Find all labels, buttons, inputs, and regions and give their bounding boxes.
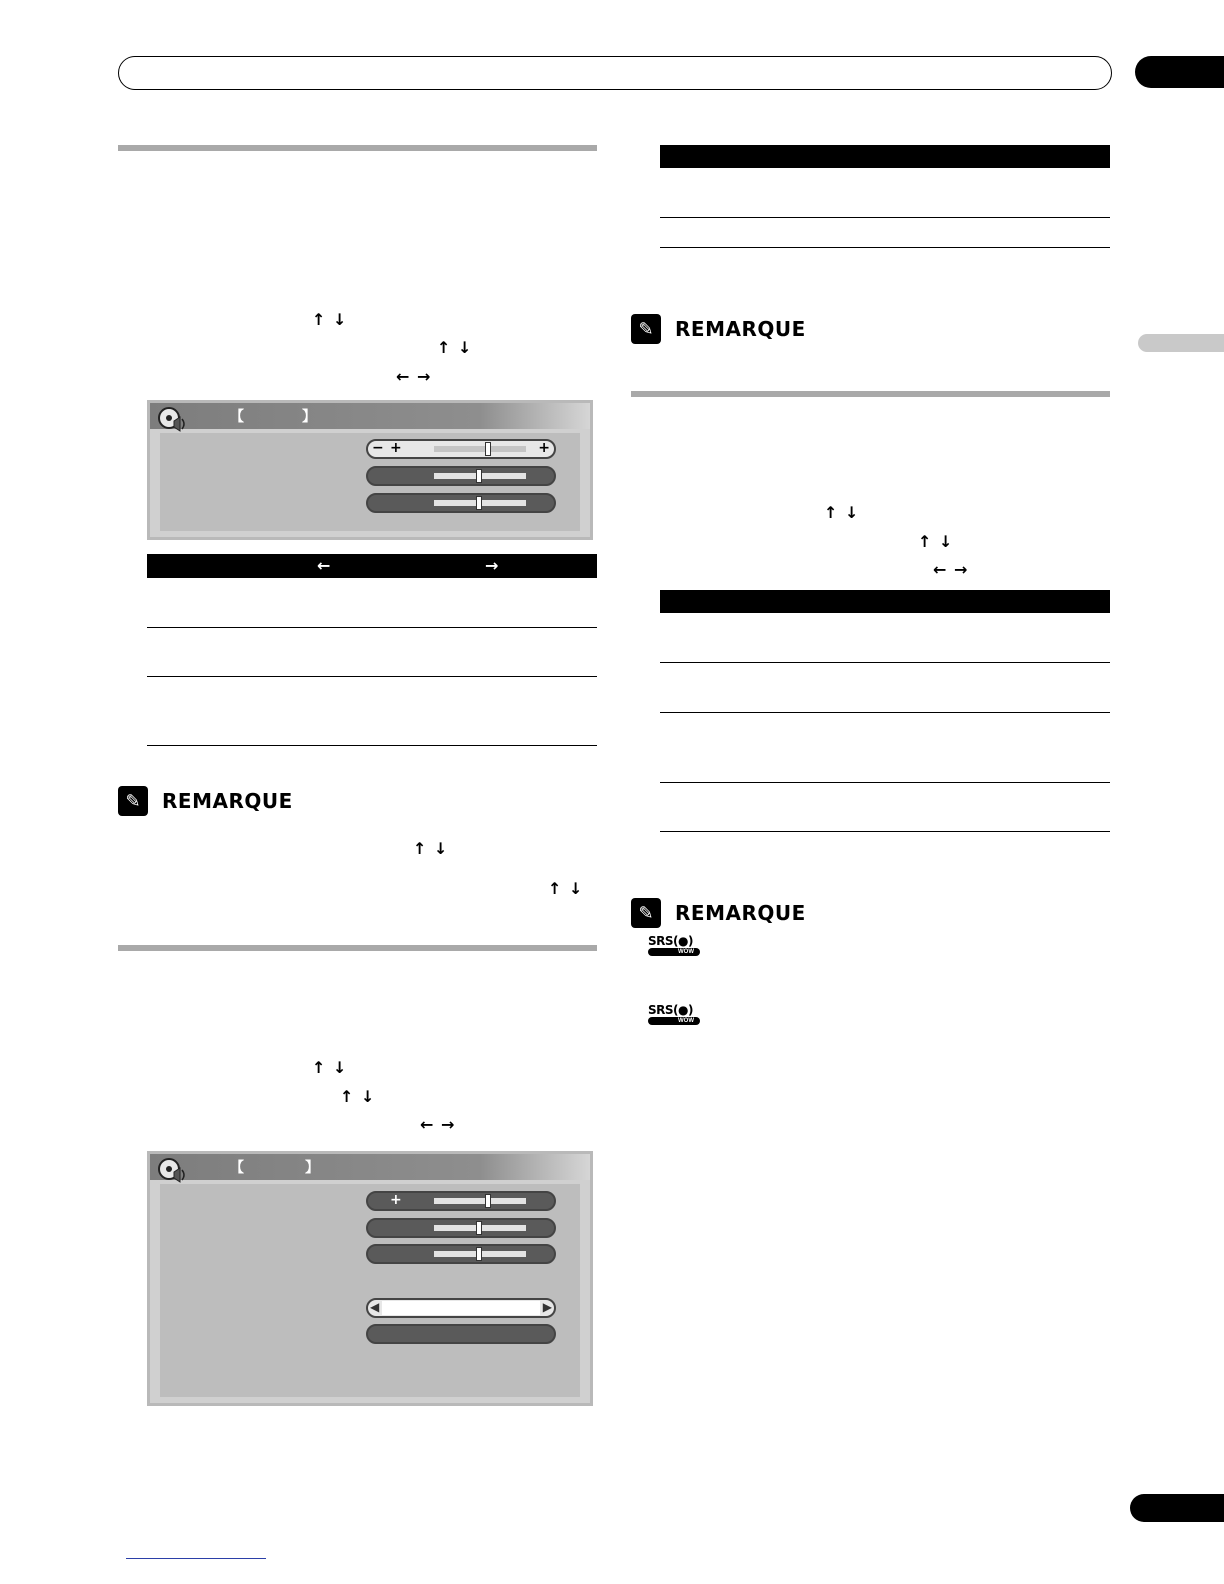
osd-audio-menu	[147, 400, 593, 540]
osd-bracket-open: 【	[230, 408, 244, 424]
minus-icon: −	[372, 440, 384, 456]
treble-slider[interactable]	[366, 439, 556, 459]
remarque-note	[631, 898, 806, 928]
slider-thumb[interactable]	[476, 1221, 482, 1235]
up-down-arrows-icon: ↑ ↓	[340, 1087, 376, 1106]
osd-title-bar	[150, 1154, 590, 1180]
header-bar	[118, 56, 1112, 90]
table-row-divider	[147, 627, 597, 628]
table-header	[660, 145, 1110, 168]
bass-slider[interactable]	[366, 466, 556, 486]
slider-thumb[interactable]	[476, 1247, 482, 1261]
up-down-arrows-icon: ↑ ↓	[548, 879, 584, 898]
up-down-arrows-icon: ↑ ↓	[312, 310, 348, 329]
left-triangle-icon[interactable]: ◀	[370, 1300, 380, 1314]
table-row-divider	[660, 831, 1110, 832]
left-arrow-icon: ←	[317, 556, 332, 575]
pencil-icon: ✎	[631, 314, 661, 344]
slider-track	[434, 446, 526, 452]
language-tab	[1138, 334, 1224, 352]
table-row-divider	[147, 745, 597, 746]
up-down-arrows-icon: ↑ ↓	[413, 839, 449, 858]
srs-wow-logo	[648, 1004, 700, 1026]
mode-selector[interactable]	[366, 1298, 556, 1318]
footer-link[interactable]	[126, 1558, 266, 1559]
remarque-note	[631, 314, 806, 344]
osd-bracket-close: 】	[305, 1159, 319, 1175]
right-triangle-icon[interactable]: ▶	[542, 1300, 552, 1314]
slider-thumb[interactable]	[485, 442, 491, 456]
mode-selector-value	[382, 1301, 540, 1315]
speaker-disc-icon	[156, 1156, 188, 1184]
plus-icon: +	[538, 440, 550, 456]
srs-wow-logo	[648, 935, 700, 957]
up-down-arrows-icon: ↑ ↓	[437, 338, 473, 357]
right-arrow-icon: →	[485, 556, 500, 575]
table-row-divider	[147, 676, 597, 677]
osd-bracket-close: 】	[302, 408, 316, 424]
section-rule	[631, 391, 1110, 397]
remarque-label: REMARQUE	[675, 317, 806, 341]
table-row-divider	[660, 782, 1110, 783]
plus-icon: +	[390, 440, 402, 456]
table-header	[147, 554, 597, 578]
srs-logo-sub: WOW	[648, 948, 700, 956]
slider-thumb[interactable]	[485, 1194, 491, 1208]
table-header	[660, 590, 1110, 613]
remarque-label: REMARQUE	[162, 789, 293, 813]
section-rule	[118, 145, 597, 151]
osd-title-bar	[150, 403, 590, 429]
pencil-icon: ✎	[118, 786, 148, 816]
osd-bracket-open: 【	[230, 1159, 244, 1175]
left-right-arrows-icon: ← →	[420, 1115, 456, 1134]
speaker-disc-icon	[156, 405, 188, 433]
left-right-arrows-icon: ← →	[933, 560, 969, 579]
page-number-tab	[1130, 1494, 1224, 1522]
srs-logo-text: SRS(●)	[648, 1003, 693, 1017]
slider-thumb[interactable]	[476, 469, 482, 483]
remarque-note	[118, 786, 293, 816]
osd-audio-menu	[147, 1151, 593, 1406]
up-down-arrows-icon: ↑ ↓	[824, 503, 860, 522]
pencil-icon: ✎	[631, 898, 661, 928]
table-row-divider	[660, 247, 1110, 248]
table-row-divider	[660, 712, 1110, 713]
treble-slider[interactable]	[366, 1191, 556, 1211]
bass-slider[interactable]	[366, 1218, 556, 1238]
srs-logo-text: SRS(●)	[648, 934, 693, 948]
plus-icon: +	[390, 1192, 402, 1208]
remarque-label: REMARQUE	[675, 901, 806, 925]
srs-logo-sub: WOW	[648, 1017, 700, 1025]
balance-slider[interactable]	[366, 1244, 556, 1264]
slider-track	[434, 1198, 526, 1204]
table-row-divider	[660, 662, 1110, 663]
slider-thumb[interactable]	[476, 496, 482, 510]
left-right-arrows-icon: ← →	[396, 367, 432, 386]
up-down-arrows-icon: ↑ ↓	[312, 1058, 348, 1077]
up-down-arrows-icon: ↑ ↓	[918, 532, 954, 551]
chapter-tab	[1135, 56, 1224, 88]
osd-body	[160, 1184, 580, 1397]
reset-button[interactable]	[366, 1324, 556, 1344]
table-row-divider	[660, 217, 1110, 218]
section-rule	[118, 945, 597, 951]
balance-slider[interactable]	[366, 493, 556, 513]
